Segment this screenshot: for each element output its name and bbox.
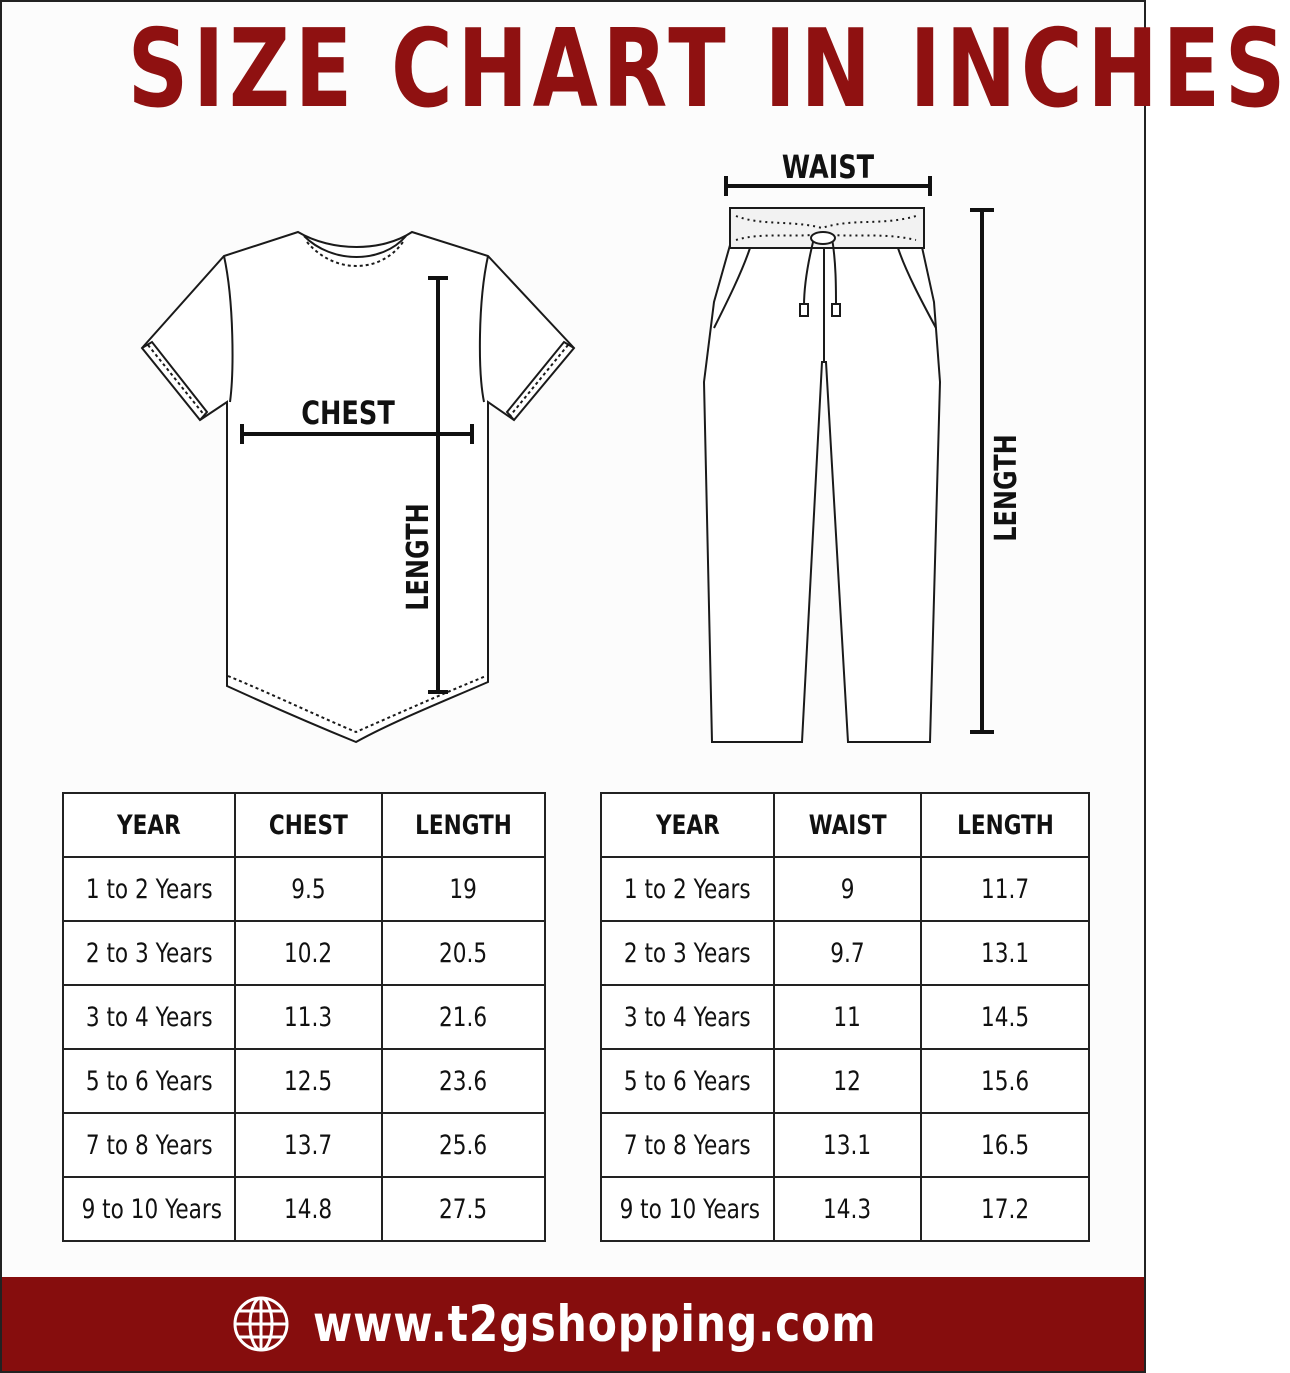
table-cell: 11.3 bbox=[235, 985, 382, 1049]
table-cell: 2 to 3 Years bbox=[63, 921, 235, 985]
footer-bar bbox=[2, 1277, 1144, 1371]
table-row bbox=[601, 857, 1089, 921]
table-row bbox=[63, 1113, 545, 1177]
table-cell: 7 to 8 Years bbox=[63, 1113, 235, 1177]
tshirt-icon bbox=[142, 232, 574, 742]
column-header-year: YEAR bbox=[601, 793, 774, 857]
table-cell: 14.8 bbox=[235, 1177, 382, 1241]
table-cell: 12 bbox=[774, 1049, 921, 1113]
table-header-row bbox=[601, 793, 1089, 857]
table-cell: 1 to 2 Years bbox=[63, 857, 235, 921]
table-cell: 5 to 6 Years bbox=[601, 1049, 774, 1113]
table-row bbox=[63, 1177, 545, 1241]
table-cell: 25.6 bbox=[382, 1113, 545, 1177]
garment-illustrations bbox=[2, 2, 1290, 762]
table-cell: 13.1 bbox=[774, 1113, 921, 1177]
table-header-row bbox=[63, 793, 545, 857]
table-cell: 9 to 10 Years bbox=[601, 1177, 774, 1241]
column-header-year: YEAR bbox=[63, 793, 235, 857]
waist-label: WAIST bbox=[781, 148, 875, 186]
table-row bbox=[601, 1113, 1089, 1177]
table-row bbox=[63, 985, 545, 1049]
table-cell: 3 to 4 Years bbox=[601, 985, 774, 1049]
table-cell: 2 to 3 Years bbox=[601, 921, 774, 985]
column-header-length: LENGTH bbox=[921, 793, 1089, 857]
shirt-length-label: LENGTH bbox=[401, 503, 436, 611]
table-row bbox=[601, 985, 1089, 1049]
table-cell: 23.6 bbox=[382, 1049, 545, 1113]
table-cell: 21.6 bbox=[382, 985, 545, 1049]
column-header-chest: CHEST bbox=[235, 793, 382, 857]
table-cell: 14.3 bbox=[774, 1177, 921, 1241]
shirt-size-table bbox=[62, 792, 546, 1242]
table-cell: 13.1 bbox=[921, 921, 1089, 985]
table-cell: 7 to 8 Years bbox=[601, 1113, 774, 1177]
table-cell: 27.5 bbox=[382, 1177, 545, 1241]
table-cell: 15.6 bbox=[921, 1049, 1089, 1113]
table-row bbox=[601, 1049, 1089, 1113]
website-link[interactable]: www.t2gshopping.com bbox=[312, 1295, 876, 1353]
table-cell: 9 bbox=[774, 857, 921, 921]
table-cell: 14.5 bbox=[921, 985, 1089, 1049]
table-cell: 17.2 bbox=[921, 1177, 1089, 1241]
table-row bbox=[63, 921, 545, 985]
table-cell: 5 to 6 Years bbox=[63, 1049, 235, 1113]
table-cell: 12.5 bbox=[235, 1049, 382, 1113]
pants-icon bbox=[704, 208, 940, 742]
table-row bbox=[63, 1049, 545, 1113]
table-cell: 20.5 bbox=[382, 921, 545, 985]
table-row bbox=[601, 1177, 1089, 1241]
table-row bbox=[63, 857, 545, 921]
table-row bbox=[601, 921, 1089, 985]
table-cell: 3 to 4 Years bbox=[63, 985, 235, 1049]
pants-size-table bbox=[600, 792, 1090, 1242]
column-header-length: LENGTH bbox=[382, 793, 545, 857]
pants-length-label: LENGTH bbox=[989, 434, 1024, 542]
column-header-waist: WAIST bbox=[774, 793, 921, 857]
page-title: SIZE CHART IN INCHES bbox=[127, 7, 1290, 132]
globe-icon bbox=[231, 1294, 291, 1354]
table-cell: 9 to 10 Years bbox=[63, 1177, 235, 1241]
table-cell: 9.5 bbox=[235, 857, 382, 921]
table-cell: 11.7 bbox=[921, 857, 1089, 921]
chest-label: CHEST bbox=[301, 394, 395, 432]
table-cell: 19 bbox=[382, 857, 545, 921]
table-cell: 10.2 bbox=[235, 921, 382, 985]
table-cell: 16.5 bbox=[921, 1113, 1089, 1177]
table-cell: 11 bbox=[774, 985, 921, 1049]
table-cell: 13.7 bbox=[235, 1113, 382, 1177]
table-cell: 1 to 2 Years bbox=[601, 857, 774, 921]
table-cell: 9.7 bbox=[774, 921, 921, 985]
